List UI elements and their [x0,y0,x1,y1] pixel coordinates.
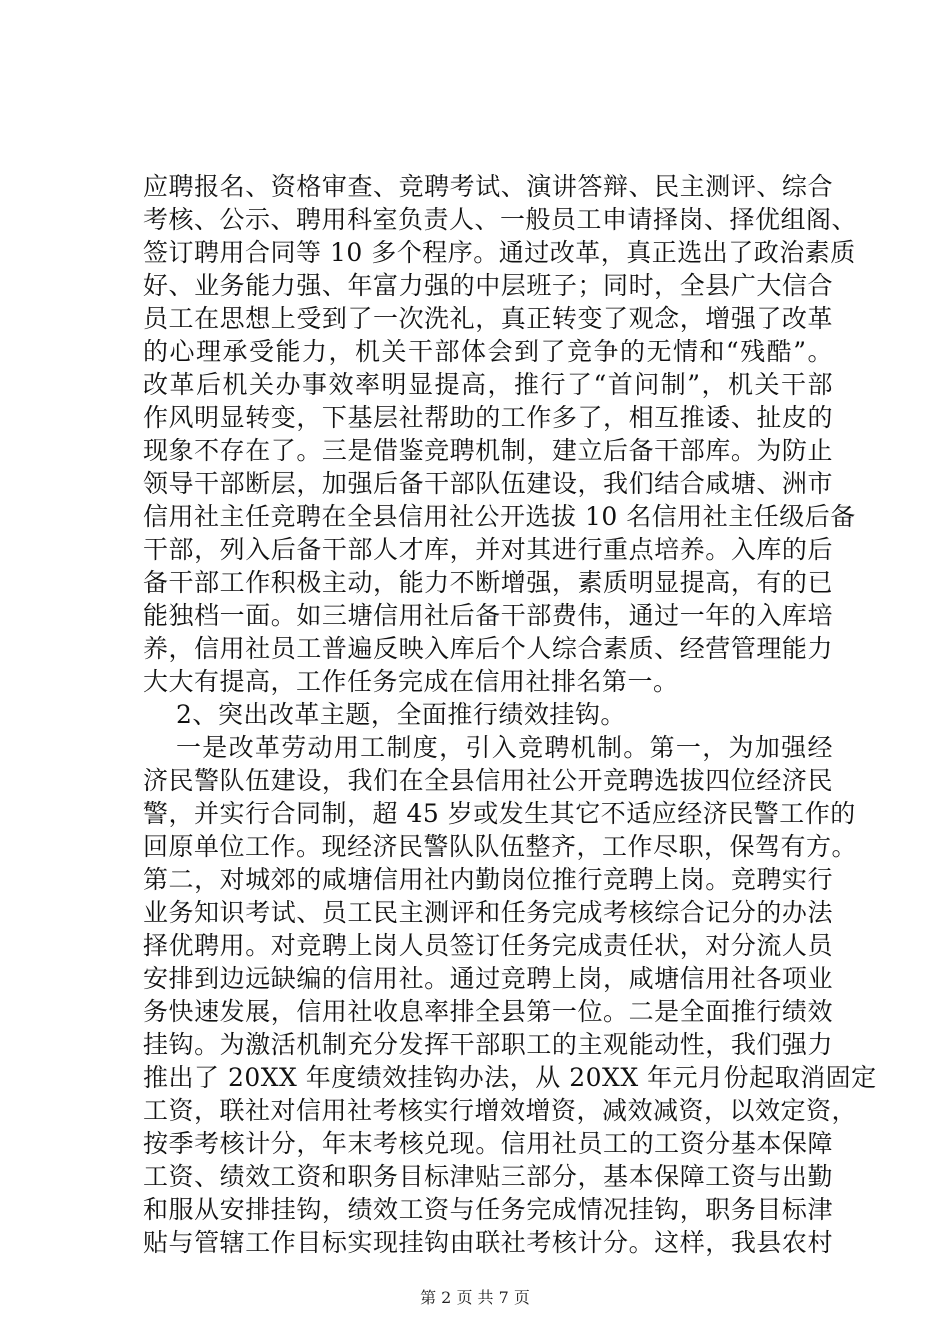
text-line: 现象不存在了。三是借鉴竞聘机制，建立后备干部库。为防止 [143,436,833,465]
text-line: 警，并实行合同制，超 45 岁或发生其它不适应经济民警工作的 [143,799,856,828]
text-line: 备干部工作积极主动，能力不断增强，素质明显提高，有的已 [143,568,833,597]
text-line: 择优聘用。对竞聘上岗人员签订任务完成责任状，对分流人员 [143,931,833,960]
text-line: 工资、绩效工资和职务目标津贴三部分，基本保障工资与出勤 [143,1162,833,1191]
text-line: 干部，列入后备干部人才库，并对其进行重点培养。入库的后 [143,535,833,564]
text-line: 贴与管辖工作目标实现挂钩由联社考核计分。这样，我县农村 [143,1228,833,1257]
text-line: 和服从安排挂钩，绩效工资与任务完成情况挂钩，职务目标津 [143,1195,833,1224]
text-line: 大大有提高，工作任务完成在信用社排名第一。 [143,667,679,696]
text-line: 济民警队伍建设，我们在全县信用社公开竞聘选拔四位经济民 [143,766,833,795]
text-line: 按季考核计分，年末考核兑现。信用社员工的工资分基本保障 [143,1129,833,1158]
section-heading: 2、突出改革主题，全面推行绩效挂钩。 [176,700,626,729]
text-line: 挂钩。为激活机制充分发挥干部职工的主观能动性，我们强力 [143,1030,833,1059]
text-line: 作风明显转变，下基层社帮助的工作多了，相互推诿、扯皮的 [143,403,833,432]
text-line: 考核、公示、聘用科室负责人、一般员工申请择岗、择优组阁、 [143,205,858,234]
text-line: 第二，对城郊的咸塘信用社内勤岗位推行竞聘上岗。竞聘实行 [143,865,833,894]
text-line: 改革后机关办事效率明显提高，推行了“首问制”，机关干部 [143,370,833,399]
text-line: 能独档一面。如三塘信用社后备干部费伟，通过一年的入库培 [143,601,833,630]
text-line: 安排到边远缺编的信用社。通过竞聘上岗，咸塘信用社各项业 [143,964,833,993]
text-line: 工资，联社对信用社考核实行增效增资，减效减资，以效定资， [143,1096,858,1125]
page-footer: 第 2 页 共 7 页 [420,1288,530,1307]
text-line: 应聘报名、资格审查、竞聘考试、演讲答辩、民主测评、综合 [143,172,833,201]
text-line: 好、业务能力强、年富力强的中层班子；同时，全县广大信合 [143,271,833,300]
text-line: 签订聘用合同等 10 多个程序。通过改革，真正选出了政治素质 [143,238,856,267]
text-line: 员工在思想上受到了一次洗礼，真正转变了观念，增强了改革 [143,304,833,333]
text-line: 业务知识考试、员工民主测评和任务完成考核综合记分的办法 [143,898,833,927]
text-line: 一是改革劳动用工制度，引入竞聘机制。第一，为加强经 [176,733,833,762]
text-line: 养，信用社员工普遍反映入库后个人综合素质、经营管理能力 [143,634,833,663]
text-line: 务快速发展，信用社收息率排全县第一位。二是全面推行绩效 [143,997,833,1026]
text-line: 领导干部断层，加强后备干部队伍建设，我们结合咸塘、洲市 [143,469,833,498]
text-line: 信用社主任竞聘在全县信用社公开选拔 10 名信用社主任级后备 [143,502,856,531]
text-line: 推出了 20XX 年度绩效挂钩办法，从 20XX 年元月份起取消固定 [143,1063,877,1092]
text-line: 的心理承受能力，机关干部体会到了竞争的无情和“残酷”。 [143,337,833,366]
text-line: 回原单位工作。现经济民警队队伍整齐，工作尽职，保驾有方。 [143,832,858,861]
